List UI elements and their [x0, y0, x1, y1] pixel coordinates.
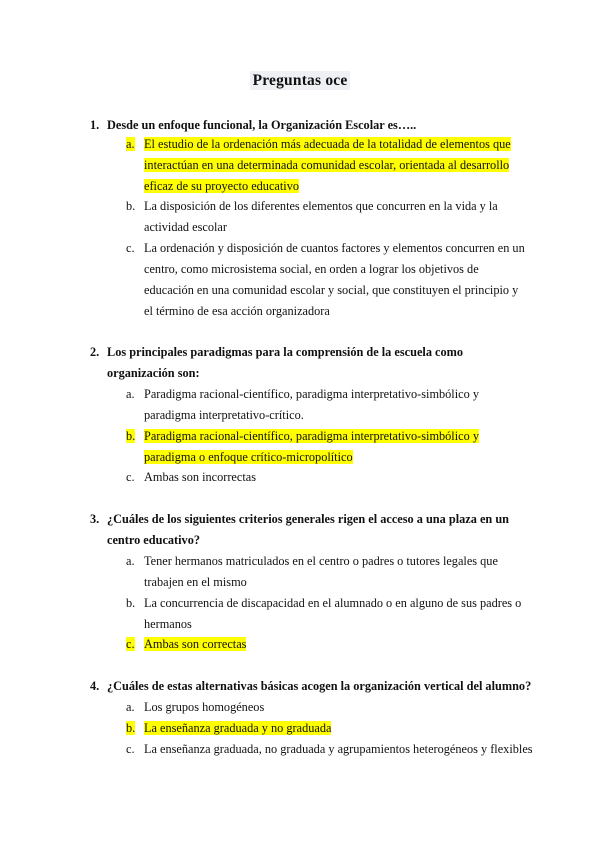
page-title-text: Preguntas oce: [250, 71, 351, 90]
option-letter: b.: [126, 199, 136, 213]
option-letter: a.: [126, 137, 135, 151]
option-text: Paradigma racional-científico, paradigma interpretativo-simbólico y paradigma o enfoque crítico-micropolítico: [144, 429, 479, 464]
option-letter: b.: [126, 721, 136, 735]
question-number: 4.: [90, 679, 100, 693]
option-text: El estudio de la ordenación más adecuada de la totalidad de elementos que interactúan en una determinada comunidad escolar, orientada al desarrollo eficaz de su proyecto educativo: [144, 137, 511, 193]
question-text: ¿Cuáles de estas alternativas básicas acogen la organización vertical del alumno?: [107, 679, 532, 693]
option-text: Ambas son incorrectas: [144, 470, 257, 484]
option-letter: c.: [126, 742, 135, 756]
option-text: Ambas son correctas: [144, 637, 247, 651]
question-number: 3.: [90, 512, 100, 526]
option-text: Los grupos homogéneos: [144, 700, 265, 714]
option-text: La disposición de los diferentes elementos que concurren en la vida y la actividad escolar: [144, 199, 498, 234]
option-letter: c.: [126, 241, 135, 255]
question-text: Los principales paradigmas para la comprensión de la escuela como organización son:: [107, 345, 464, 380]
option-letter: a.: [126, 554, 135, 568]
option-text: La ordenación y disposición de cuantos factores y elementos concurren en un centro, como microsistema social, en orden a lograr los objetivos de educación en una comunidad escolar y social, que constituyen el principio y el término de esa acción organizadora: [144, 241, 525, 318]
option-text: La enseñanza graduada, no graduada y agrupamientos heterogéneos y flexibles: [144, 742, 533, 756]
option-text: La enseñanza graduada y no graduada: [144, 721, 332, 735]
option-text: Tener hermanos matriculados en el centro o padres o tutores legales que trabajen en el mismo: [144, 554, 498, 589]
option-text: Paradigma racional-científico, paradigma interpretativo-simbólico y paradigma interpretativo-crítico.: [144, 387, 479, 422]
option-letter: b.: [126, 429, 136, 443]
question-number: 1.: [90, 118, 100, 132]
question-number: 2.: [90, 345, 100, 359]
question-text: ¿Cuáles de los siguientes criterios generales rigen el acceso a una plaza en un centro educativo?: [107, 512, 510, 547]
option-letter: c.: [126, 470, 135, 484]
option-letter: b.: [126, 596, 136, 610]
option-text: La concurrencia de discapacidad en el alumnado o en alguno de sus padres o hermanos: [144, 596, 522, 631]
option-letter: a.: [126, 700, 135, 714]
question-text: Desde un enfoque funcional, la Organización Escolar es…..: [107, 118, 417, 132]
option-letter: c.: [126, 637, 135, 651]
option-letter: a.: [126, 387, 135, 401]
page-title: [0, 72, 600, 90]
